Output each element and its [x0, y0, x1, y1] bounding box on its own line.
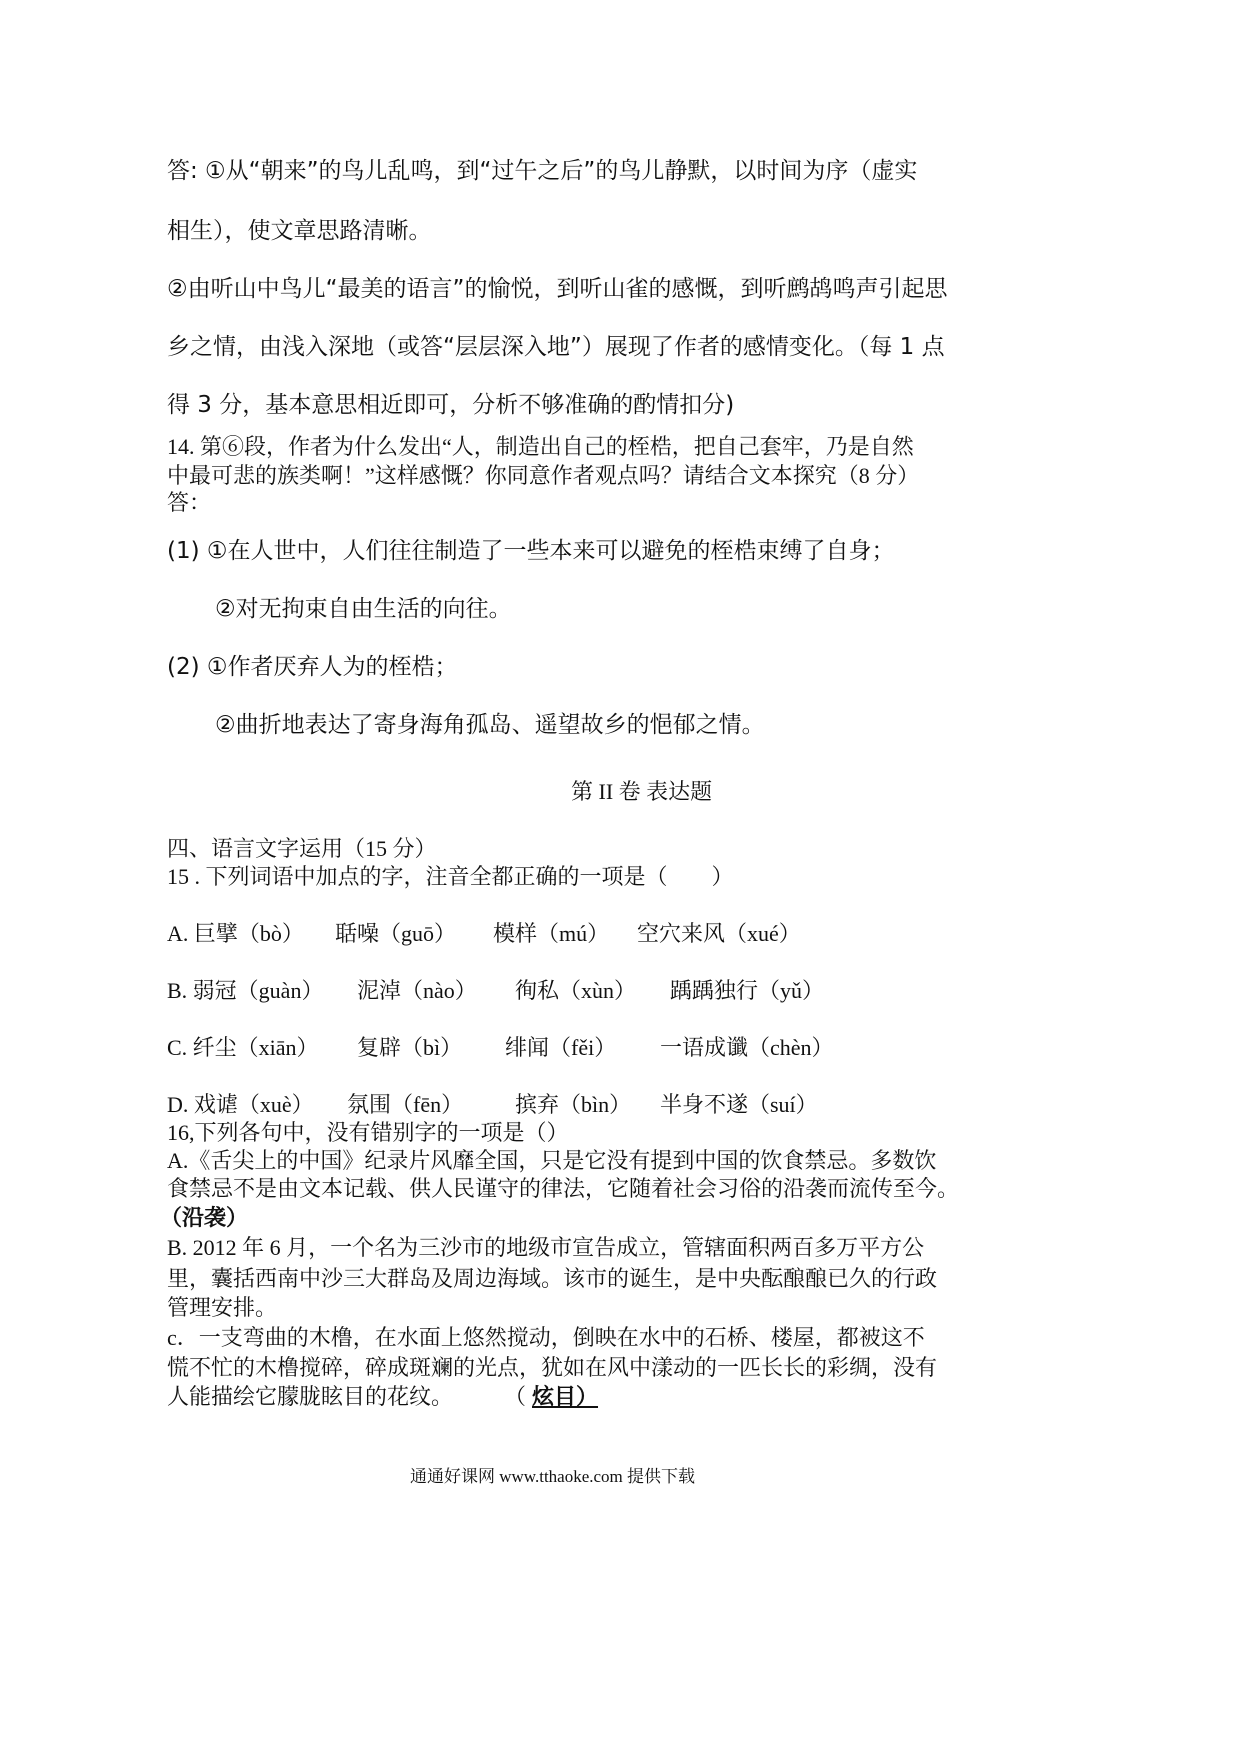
q15-option-c-2: 复辟（bì）	[357, 1035, 463, 1060]
q15-option-c-4: 一语成谶（chèn）	[660, 1035, 834, 1060]
q16-c-note-open: （	[504, 1384, 527, 1409]
q15-option-d-1: D. 戏谑（xuè）	[167, 1092, 314, 1117]
q15-stem: 15 . 下列词语中加点的字，注音全都正确的一项是（ ）	[167, 864, 734, 889]
q14-answer-2: ②对无拘束自由生活的向往。	[215, 596, 512, 622]
q16-stem: 16,下列各句中，没有错别字的一项是（）	[167, 1120, 569, 1145]
q15-option-b-3: 徇私（xùn）	[515, 978, 637, 1003]
q16-a-line2: 食禁忌不是由文本记载、供人民谨守的律法，它随着社会习俗的沿袭而流传至今。	[167, 1176, 960, 1201]
q14-line1: 14. 第⑥段，作者为什么发出“人，制造出自己的桎梏，把自己套牢，乃是自然	[167, 434, 914, 459]
q15-option-c-1: C. 纤尘（xiān）	[167, 1035, 319, 1060]
q16-c-line3: 人能描绘它朦胧眩目的花纹。	[167, 1384, 454, 1409]
q14-line3: 答：	[167, 490, 212, 515]
q15-option-d-4: 半身不遂（suí）	[660, 1092, 818, 1117]
answer13-line4: 乡之情，由浅入深地（或答“层层深入地”）展现了作者的感情变化。（每 1 点	[167, 334, 945, 360]
answer13-line2: 相生），使文章思路清晰。	[167, 218, 432, 244]
answer13-line1: 答: ①从“朝来”的鸟儿乱鸣，到“过午之后”的鸟儿静默，以时间为序（虚实	[167, 158, 918, 184]
q16-b-line1: B. 2012 年 6 月，一个名为三沙市的地级市宣告成立，管辖面积两百多万平方公	[167, 1235, 925, 1260]
q15-option-a-2: 聒噪（guō）	[335, 921, 457, 946]
q15-option-a-4: 空穴来风（xué）	[637, 921, 801, 946]
q16-c-line2: 慌不忙的木橹搅碎，碎成斑斓的光点，犹如在风中漾动的一匹长长的彩绸，没有	[167, 1355, 938, 1380]
q16-a-line1: A.《舌尖上的中国》纪录片风靡全国，只是它没有提到中国的饮食禁忌。多数饮	[167, 1148, 937, 1173]
section4-heading: 四、语言文字运用（15 分）	[167, 836, 437, 861]
q15-option-b-1: B. 弱冠（guàn）	[167, 978, 324, 1003]
q15-option-b-2: 泥淖（nào）	[357, 978, 477, 1003]
q15-option-c-3: 绯闻（fěi）	[505, 1035, 617, 1060]
page-footer: 通通好课网 www.tthaoke.com 提供下载	[410, 1467, 696, 1486]
q16-b-line2: 里，囊括西南中沙三大群岛及周边海域。该市的诞生，是中央酝酿酿已久的行政	[167, 1266, 938, 1291]
q16-c-note: 炫目）	[532, 1384, 599, 1409]
q16-b-line3: 管理安排。	[167, 1295, 278, 1320]
q16-c-line1: c．一支弯曲的木橹，在水面上悠然搅动，倒映在水中的石桥、楼屋，都被这不	[167, 1325, 925, 1350]
answer13-line5: 得 3 分，基本意思相近即可，分析不够准确的酌情扣分)	[167, 392, 735, 418]
q15-option-b-4: 踽踽独行（yǔ）	[670, 978, 825, 1003]
q14-answer-1: (1) ①在人世中，人们往往制造了一些本来可以避免的桎梏束缚了自身；	[167, 538, 895, 564]
q15-option-a-1: A. 巨擘（bò）	[167, 921, 304, 946]
q14-line2: 中最可悲的族类啊！”这样感慨？你同意作者观点吗？请结合文本探究（8 分）	[167, 463, 920, 488]
answer13-line3: ②由听山中鸟儿“最美的语言”的愉悦，到听山雀的感慨，到听鹧鸪鸣声引起思	[167, 276, 948, 302]
q14-answer-3: (2) ①作者厌弃人为的桎梏；	[167, 654, 458, 680]
q14-answer-4: ②曲折地表达了寄身海角孤岛、遥望故乡的悒郁之情。	[215, 712, 765, 738]
section-title: 第 II 卷 表达题	[571, 779, 713, 804]
q15-option-d-2: 氛围（fēn）	[347, 1092, 464, 1117]
q15-option-d-3: 摈弃（bìn）	[515, 1092, 632, 1117]
q16-a-note: （沿袭）	[160, 1205, 249, 1230]
q15-option-a-3: 模样（mú）	[493, 921, 610, 946]
